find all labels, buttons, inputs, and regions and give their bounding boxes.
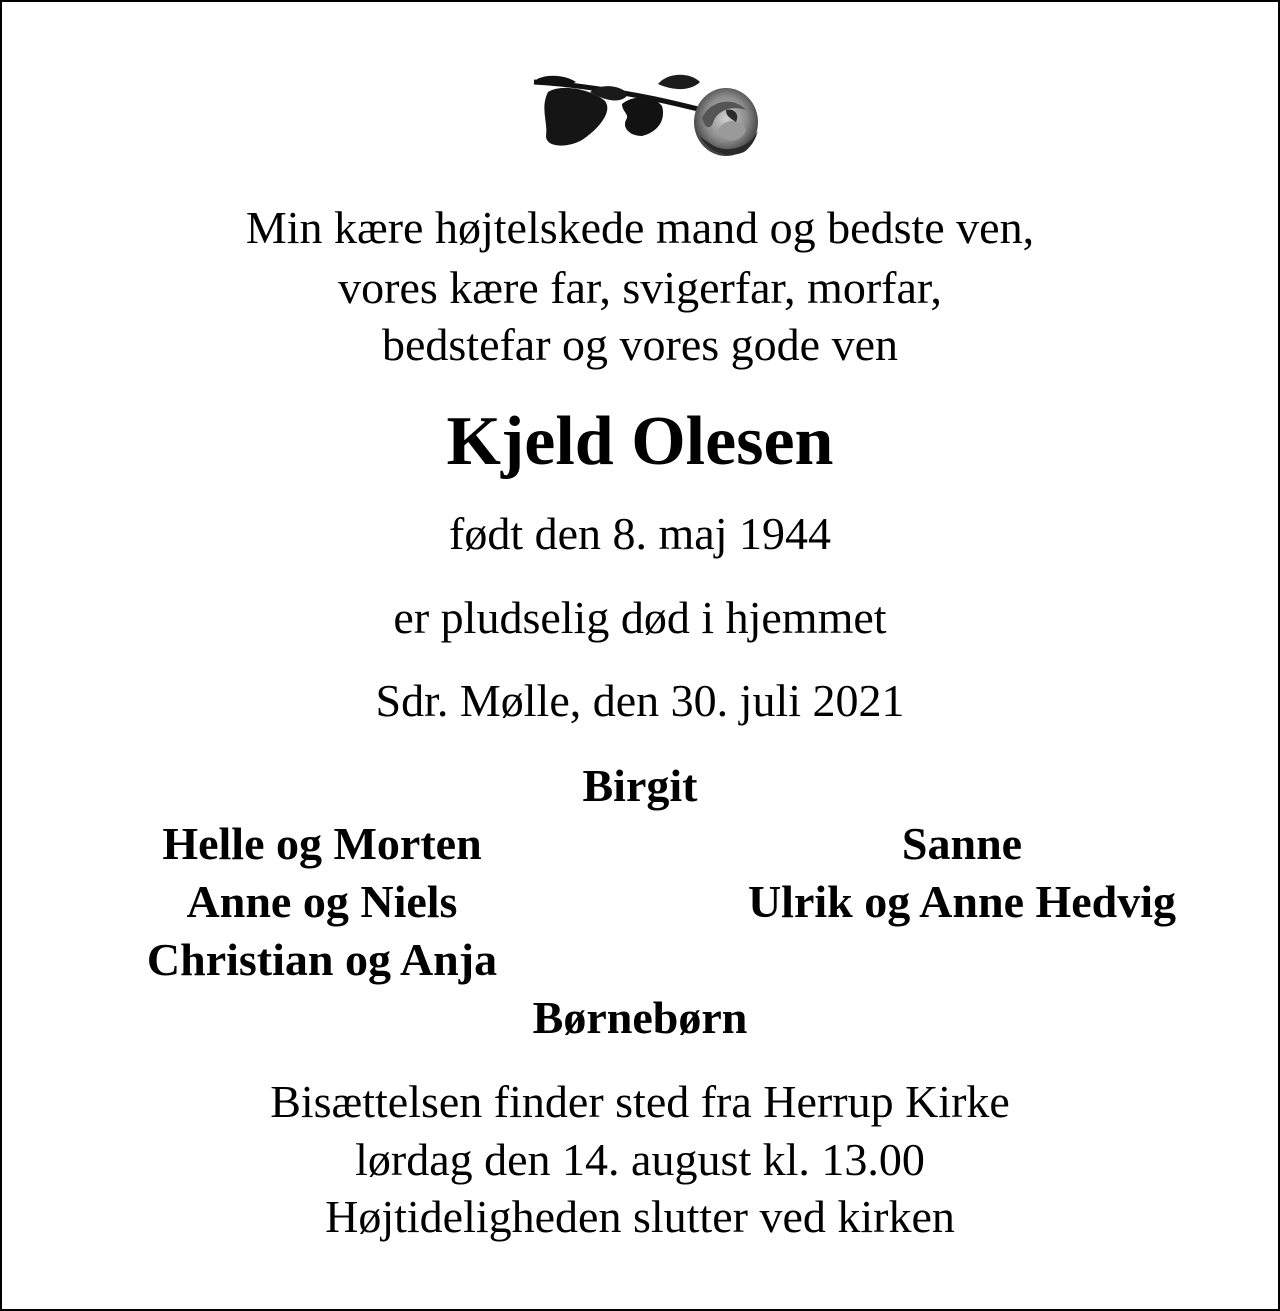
birth-date: født den 8. maj 1944 — [449, 508, 831, 559]
family-right-column — [702, 815, 1222, 931]
family-member: Christian og Anja — [146, 934, 498, 985]
intro-line-3: bedstefar og vores gode ven — [381, 319, 899, 370]
spouse-name: Birgit — [582, 760, 698, 811]
funeral-line-2: lørdag den 14. august kl. 13.00 — [355, 1134, 925, 1185]
intro-line-1: Min kære højtelskede mand og bedste ven, — [245, 202, 1035, 253]
family-member: Ulrik og Anne Hedvig — [747, 876, 1177, 927]
death-text: er pludselig død i hjemmet — [393, 592, 887, 643]
rose-icon — [530, 70, 762, 166]
funeral-line-3: Højtideligheden slutter ved kirken — [325, 1191, 955, 1242]
intro-line-2: vores kære far, svigerfar, morfar, — [338, 262, 942, 313]
deceased-name: Kjeld Olesen — [446, 403, 834, 480]
family-member: Sanne — [901, 818, 1023, 869]
place-date: Sdr. Mølle, den 30. juli 2021 — [375, 675, 905, 726]
grandchildren-label: Børnebørn — [532, 992, 748, 1043]
family-member: Helle og Morten — [162, 818, 482, 869]
family-member: Anne og Niels — [186, 876, 458, 927]
funeral-line-1: Bisættelsen finder sted fra Herrup Kirke — [270, 1076, 1010, 1127]
family-left-column — [102, 815, 542, 989]
